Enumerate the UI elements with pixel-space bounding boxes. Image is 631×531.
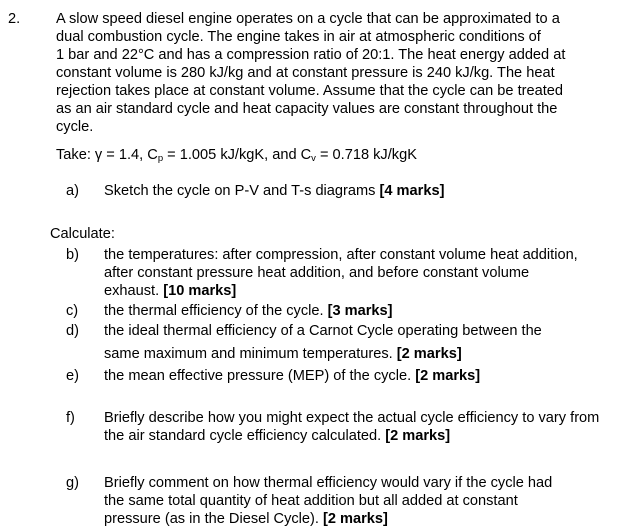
part-a-letter: a) (66, 183, 79, 199)
part-d-marks: [2 marks] (396, 346, 462, 362)
part-c-letter: c) (66, 303, 79, 319)
part-f-text: Briefly describe how you might expect the actual cycle efficiency to vary from the air standard cycle efficiency calculated. [2 marks] (104, 410, 600, 444)
cv-subscript: v (311, 153, 316, 164)
part-f-letter: f) (66, 410, 75, 426)
part-c-text: the thermal efficiency of the cycle. [3 marks] (104, 303, 393, 319)
cp-subscript: p (157, 153, 164, 164)
part-e-letter: e) (66, 368, 79, 384)
part-a-text: Sketch the cycle on P-V and T-s diagrams [4 marks] (104, 183, 445, 199)
question-paragraph (56, 11, 565, 137)
part-g-text: Briefly comment on how thermal efficiency would vary if the cycle had the same total quantity of heat addition but all added at constant pressure (as in the Diesel Cycle). [2 marks] (104, 475, 553, 527)
part-d-text: the ideal thermal efficiency of a Carnot Cycle operating between the same maximum and minimum temperatures. [2 marks] (104, 323, 542, 362)
part-a-marks: [4 marks] (379, 183, 445, 199)
paragraph-line: constant volume is 280 kJ/kg and at constant pressure is 240 kJ/kg. The heat (56, 65, 555, 81)
part-b-text: the temperatures: after compression, after constant volume heat addition, after constant pressure heat addition, and before constant volume exhaust. [10 marks] (104, 247, 578, 299)
part-f-marks: [2 marks] (385, 428, 451, 444)
question-number: 2. (8, 11, 21, 27)
part-g-letter: g) (66, 475, 79, 491)
part-e-marks: [2 marks] (415, 368, 481, 384)
paragraph-line: 1 bar and 22°C and has a compression ratio of 20:1. The heat energy added at (56, 47, 566, 63)
part-e-text: the mean effective pressure (MEP) of the cycle. [2 marks] (104, 368, 481, 384)
part-b-marks: [10 marks] (163, 283, 237, 299)
part-d-letter: d) (66, 323, 79, 339)
paragraph-line: rejection takes place at constant volume. Assume that the cycle can be treated (56, 83, 564, 99)
paragraph-line: A slow speed diesel engine operates on a cycle that can be approximated to a (56, 11, 560, 27)
part-b-letter: b) (66, 247, 79, 263)
part-g-marks: [2 marks] (323, 511, 388, 527)
paragraph-line: dual combustion cycle. The engine takes in air at atmospheric conditions of (56, 29, 541, 45)
part-c-marks: [3 marks] (327, 303, 393, 319)
calculate-heading: Calculate: (50, 226, 115, 242)
paragraph-line: cycle. (56, 119, 94, 135)
given-values: Take: γ = 1.4, $C_p = 1.005$ kJ/kgK, and $C_v = 0.718$ kJ/kgK (56, 147, 417, 164)
paragraph-line: as an air standard cycle and heat capacity values are constant throughout the (56, 101, 558, 117)
